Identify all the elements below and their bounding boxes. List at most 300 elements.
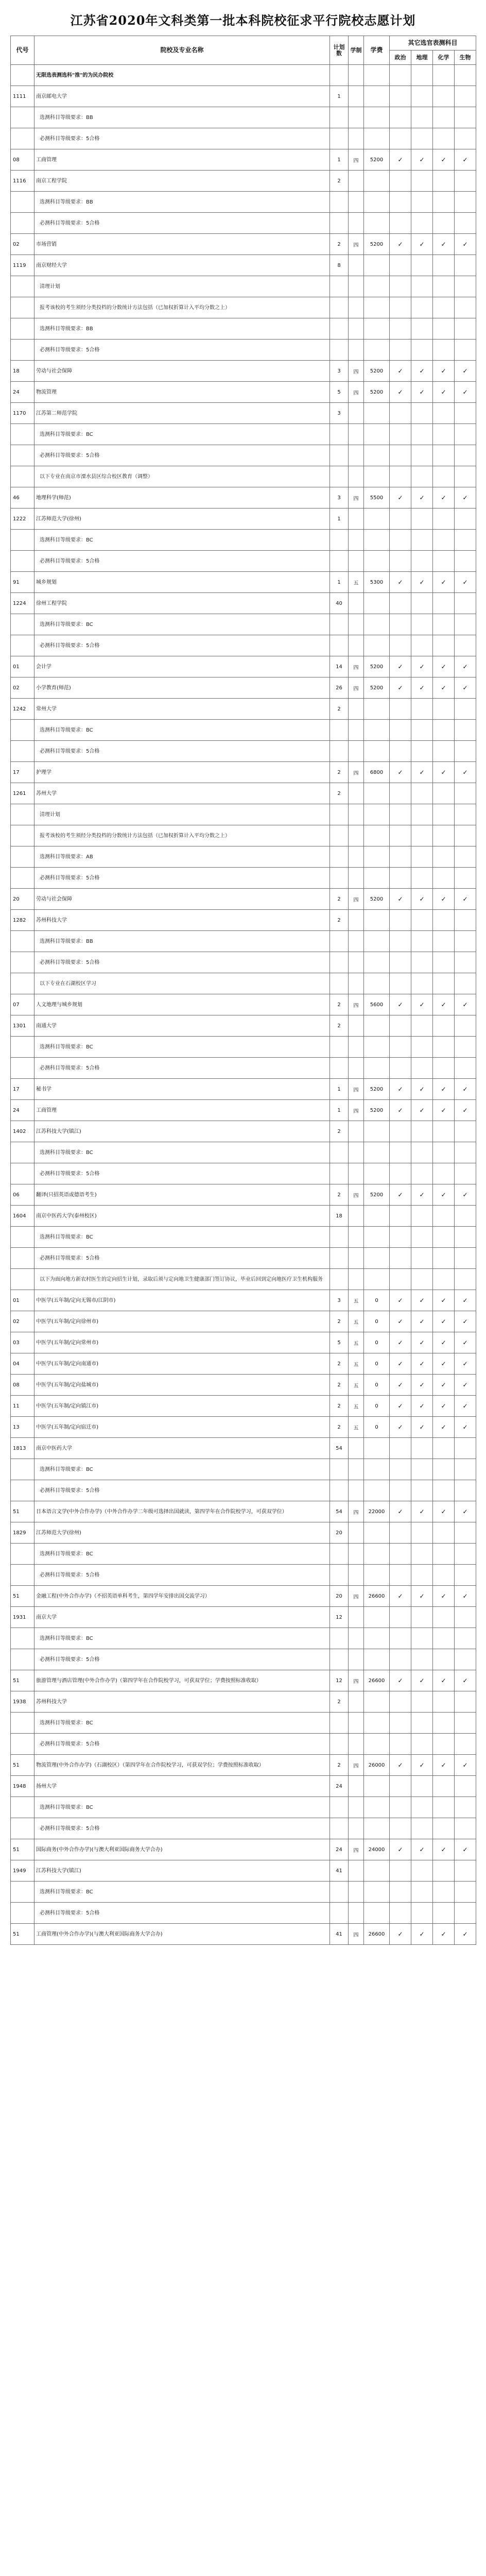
cell-fee: 5200: [364, 889, 390, 910]
cell-years: 四: [349, 1755, 364, 1776]
cell-subject-check: [390, 1142, 411, 1163]
cell-subject-check: ✓: [411, 994, 433, 1015]
cell-code: [11, 868, 34, 889]
cell-fee: [364, 551, 390, 572]
cell-name: 中医学(五年制/定向常州市): [34, 1332, 330, 1353]
header-fee: 学费: [364, 36, 390, 65]
cell-subject-check: [390, 128, 411, 149]
cell-fee: [364, 910, 390, 931]
cell-years: [349, 1121, 364, 1142]
cell-subject-check: [433, 509, 455, 530]
cell-plan: 2: [330, 1184, 349, 1206]
cell-subject-check: [390, 297, 411, 318]
cell-subject-check: ✓: [411, 1670, 433, 1691]
table-row-note: [11, 1565, 476, 1586]
cell-subject-check: [455, 1459, 476, 1480]
cell-code: 03: [11, 1332, 34, 1353]
table-row-major: [11, 762, 476, 783]
table-row-major: [11, 1839, 476, 1860]
cell-subject-check: [411, 1142, 433, 1163]
cell-subject-check: [455, 1882, 476, 1903]
cell-fee: [364, 973, 390, 994]
cell-code: [11, 1227, 34, 1248]
cell-name: 江苏科技大学(镇江): [34, 1860, 330, 1882]
cell-plan: 3: [330, 1290, 349, 1311]
cell-years: [349, 128, 364, 149]
cell-subject-check: [433, 1860, 455, 1882]
cell-subject-check: [455, 297, 476, 318]
cell-name: 选测科目等级要求：BC: [34, 424, 330, 445]
cell-code: 1119: [11, 255, 34, 276]
cell-subject-check: ✓: [433, 889, 455, 910]
cell-subject-check: ✓: [433, 487, 455, 509]
cell-subject-check: ✓: [433, 1375, 455, 1396]
cell-plan: 1: [330, 149, 349, 171]
cell-subject-check: ✓: [433, 1755, 455, 1776]
cell-code: [11, 1480, 34, 1501]
cell-code: 24: [11, 1100, 34, 1121]
cell-subject-check: ✓: [455, 382, 476, 403]
cell-name: 人文地理与城乡规划: [34, 994, 330, 1015]
cell-fee: 5200: [364, 656, 390, 677]
cell-fee: 5200: [364, 1184, 390, 1206]
cell-subject-check: [411, 171, 433, 192]
cell-subject-check: [433, 1480, 455, 1501]
cell-fee: [364, 1459, 390, 1480]
cell-fee: [364, 255, 390, 276]
cell-subject-check: [411, 107, 433, 128]
cell-plan: [330, 1628, 349, 1649]
table-row-college: [11, 1776, 476, 1797]
cell-years: [349, 1860, 364, 1882]
table-row-note: [11, 1037, 476, 1058]
cell-subject-check: [411, 868, 433, 889]
cell-years: 四: [349, 1184, 364, 1206]
cell-subject-check: [411, 551, 433, 572]
cell-years: [349, 551, 364, 572]
cell-subject-check: [411, 741, 433, 762]
cell-code: 04: [11, 1353, 34, 1375]
cell-subject-check: ✓: [390, 1311, 411, 1332]
cell-subject-check: [411, 445, 433, 466]
cell-years: [349, 1565, 364, 1586]
cell-subject-check: ✓: [455, 1100, 476, 1121]
cell-subject-check: [390, 783, 411, 804]
cell-code: 51: [11, 1586, 34, 1607]
cell-years: [349, 1544, 364, 1565]
cell-plan: 2: [330, 889, 349, 910]
cell-subject-check: [455, 593, 476, 614]
cell-subject-check: ✓: [411, 1311, 433, 1332]
cell-plan: 2: [330, 1353, 349, 1375]
cell-name: 物流管理(中外合作办学)（石湖校区）（第四学年在合作院校学习，可获双学位；学费按照标准收取）: [34, 1755, 330, 1776]
table-row-note: [11, 1628, 476, 1649]
cell-name: 苏州科技大学: [34, 910, 330, 931]
cell-fee: 5600: [364, 994, 390, 1015]
cell-plan: [330, 868, 349, 889]
cell-subject-check: ✓: [433, 1100, 455, 1121]
cell-name: 必测科目等级要求：5合格: [34, 1058, 330, 1079]
cell-subject-check: [390, 1248, 411, 1269]
cell-plan: 40: [330, 593, 349, 614]
cell-subject-check: [390, 614, 411, 635]
table-row-major: [11, 1375, 476, 1396]
table-row-major: [11, 1755, 476, 1776]
cell-name: 选测科目等级要求：BC: [34, 1797, 330, 1818]
cell-subject-check: [433, 1544, 455, 1565]
cell-subject-check: [411, 1649, 433, 1670]
cell-name: 必测科目等级要求：5合格: [34, 741, 330, 762]
cell-code: 17: [11, 1079, 34, 1100]
cell-code: 18: [11, 361, 34, 382]
cell-subject-check: [455, 255, 476, 276]
cell-subject-check: [433, 318, 455, 340]
cell-fee: [364, 1248, 390, 1269]
cell-code: [11, 804, 34, 825]
cell-subject-check: ✓: [433, 1417, 455, 1438]
cell-subject-check: [455, 213, 476, 234]
cell-name: 劳动与社会保障: [34, 889, 330, 910]
cell-years: [349, 318, 364, 340]
cell-code: [11, 530, 34, 551]
cell-plan: 26: [330, 677, 349, 699]
cell-plan: [330, 128, 349, 149]
cell-subject-check: [411, 530, 433, 551]
table-row-note: [11, 825, 476, 846]
cell-fee: [364, 65, 390, 86]
cell-subject-check: [390, 1015, 411, 1037]
cell-subject-check: [390, 1713, 411, 1734]
cell-subject-check: [455, 424, 476, 445]
table-row-major: [11, 1586, 476, 1607]
cell-subject-check: ✓: [390, 1586, 411, 1607]
cell-years: 四: [349, 382, 364, 403]
cell-subject-check: ✓: [390, 1332, 411, 1353]
cell-years: 五: [349, 1290, 364, 1311]
cell-years: 五: [349, 1396, 364, 1417]
cell-subject-check: ✓: [455, 1290, 476, 1311]
cell-years: [349, 1015, 364, 1037]
cell-subject-check: [455, 509, 476, 530]
cell-subject-check: [455, 825, 476, 846]
cell-subject-check: [390, 1882, 411, 1903]
cell-plan: 2: [330, 1396, 349, 1417]
cell-subject-check: [455, 1544, 476, 1565]
cell-subject-check: [455, 530, 476, 551]
cell-subject-check: [411, 699, 433, 720]
cell-subject-check: [390, 720, 411, 741]
cell-plan: [330, 65, 349, 86]
cell-fee: 0: [364, 1417, 390, 1438]
cell-fee: 6800: [364, 762, 390, 783]
cell-fee: [364, 1544, 390, 1565]
cell-plan: [330, 107, 349, 128]
header-name: 院校及专业名称: [34, 36, 330, 65]
cell-subject-check: [390, 910, 411, 931]
cell-subject-check: [411, 1480, 433, 1501]
table-row-note: [11, 868, 476, 889]
cell-fee: [364, 1227, 390, 1248]
cell-subject-check: ✓: [390, 487, 411, 509]
cell-years: [349, 1649, 364, 1670]
table-row-college: [11, 1015, 476, 1037]
cell-subject-check: [455, 1037, 476, 1058]
cell-years: [349, 1818, 364, 1839]
cell-plan: [330, 1565, 349, 1586]
cell-name: 地理科学(师范): [34, 487, 330, 509]
cell-plan: 3: [330, 403, 349, 424]
cell-code: [11, 297, 34, 318]
cell-subject-check: [433, 804, 455, 825]
cell-subject-check: [411, 403, 433, 424]
cell-code: 1111: [11, 86, 34, 107]
table-row-college: [11, 1206, 476, 1227]
cell-plan: [330, 741, 349, 762]
cell-years: [349, 1227, 364, 1248]
cell-years: [349, 530, 364, 551]
cell-subject-check: [390, 1691, 411, 1713]
cell-plan: 8: [330, 255, 349, 276]
cell-name: 选测科目等级要求：BC: [34, 1459, 330, 1480]
cell-years: [349, 297, 364, 318]
cell-plan: 24: [330, 1839, 349, 1860]
cell-subject-check: [411, 1860, 433, 1882]
cell-subject-check: [411, 466, 433, 487]
cell-name: 中医学(五年制/定向徐州市): [34, 1311, 330, 1332]
cell-subject-check: [433, 1058, 455, 1079]
table-row-note: [11, 1882, 476, 1903]
cell-plan: [330, 1903, 349, 1924]
cell-code: 1402: [11, 1121, 34, 1142]
cell-name: 必测科目等级要求：5合格: [34, 128, 330, 149]
cell-years: [349, 741, 364, 762]
cell-subject-check: [455, 128, 476, 149]
cell-subject-check: ✓: [433, 677, 455, 699]
cell-subject-check: [433, 1206, 455, 1227]
table-row-major: [11, 487, 476, 509]
cell-years: 四: [349, 994, 364, 1015]
cell-subject-check: [411, 720, 433, 741]
cell-code: [11, 424, 34, 445]
cell-name: 必测科目等级要求：5合格: [34, 1480, 330, 1501]
cell-subject-check: [411, 825, 433, 846]
cell-name: 徐州工程学院: [34, 593, 330, 614]
cell-subject-check: [455, 1713, 476, 1734]
cell-fee: [364, 783, 390, 804]
cell-subject-check: ✓: [411, 1586, 433, 1607]
cell-fee: [364, 1269, 390, 1290]
cell-fee: [364, 297, 390, 318]
cell-subject-check: ✓: [390, 1396, 411, 1417]
cell-plan: [330, 1248, 349, 1269]
cell-subject-check: [433, 1269, 455, 1290]
cell-subject-check: [390, 1818, 411, 1839]
cell-subject-check: [455, 699, 476, 720]
table-row-note: [11, 931, 476, 952]
table-row-note: [11, 530, 476, 551]
cell-code: [11, 213, 34, 234]
cell-subject-check: [433, 699, 455, 720]
cell-subject-check: [455, 445, 476, 466]
cell-subject-check: ✓: [411, 1079, 433, 1100]
cell-subject-check: ✓: [390, 656, 411, 677]
cell-years: 五: [349, 1417, 364, 1438]
cell-code: 01: [11, 1290, 34, 1311]
cell-code: [11, 931, 34, 952]
header-other-group: 其它选官表测科目: [390, 36, 476, 50]
cell-subject-check: [433, 466, 455, 487]
cell-name: 南通大学: [34, 1015, 330, 1037]
cell-subject-check: [390, 1544, 411, 1565]
cell-plan: [330, 1797, 349, 1818]
cell-name: 江苏科技大学(镇江): [34, 1121, 330, 1142]
cell-years: [349, 86, 364, 107]
cell-code: 46: [11, 487, 34, 509]
cell-subject-check: ✓: [390, 677, 411, 699]
cell-subject-check: ✓: [411, 1924, 433, 1945]
cell-subject-check: [433, 1522, 455, 1544]
cell-subject-check: ✓: [455, 1839, 476, 1860]
cell-subject-check: [411, 1776, 433, 1797]
cell-code: [11, 952, 34, 973]
cell-fee: [364, 1438, 390, 1459]
cell-code: [11, 65, 34, 86]
cell-code: 51: [11, 1924, 34, 1945]
cell-years: [349, 1206, 364, 1227]
cell-subject-check: ✓: [411, 677, 433, 699]
cell-fee: 5200: [364, 234, 390, 255]
cell-fee: [364, 509, 390, 530]
cell-subject-check: [455, 720, 476, 741]
cell-name: 选测科目等级要求：AB: [34, 846, 330, 868]
cell-code: 51: [11, 1501, 34, 1522]
cell-subject-check: [455, 1015, 476, 1037]
cell-code: [11, 1818, 34, 1839]
cell-code: [11, 551, 34, 572]
cell-subject-check: ✓: [390, 1290, 411, 1311]
cell-fee: 0: [364, 1290, 390, 1311]
cell-subject-check: [411, 635, 433, 656]
cell-name: 选测科目等级要求：BC: [34, 1227, 330, 1248]
cell-plan: [330, 1227, 349, 1248]
cell-years: [349, 699, 364, 720]
cell-plan: 2: [330, 1015, 349, 1037]
cell-subject-check: ✓: [455, 1079, 476, 1100]
cell-fee: [364, 1565, 390, 1586]
cell-code: [11, 1269, 34, 1290]
cell-code: 06: [11, 1184, 34, 1206]
cell-subject-check: [433, 276, 455, 297]
table-row-note: [11, 1248, 476, 1269]
cell-fee: [364, 1206, 390, 1227]
cell-years: 四: [349, 677, 364, 699]
cell-subject-check: [433, 1565, 455, 1586]
cell-name: 南京中医药大学: [34, 1438, 330, 1459]
cell-name: 物流管理: [34, 382, 330, 403]
cell-subject-check: ✓: [455, 1332, 476, 1353]
cell-name: 选测科目等级要求：BC: [34, 1628, 330, 1649]
cell-subject-check: ✓: [433, 1332, 455, 1353]
cell-code: 11: [11, 1396, 34, 1417]
table-header: [11, 36, 476, 65]
cell-subject-check: ✓: [390, 1100, 411, 1121]
cell-years: [349, 614, 364, 635]
cell-fee: 26600: [364, 1924, 390, 1945]
cell-subject-check: [455, 466, 476, 487]
cell-fee: 26600: [364, 1670, 390, 1691]
cell-subject-check: [411, 1121, 433, 1142]
table-row-major: [11, 1353, 476, 1375]
cell-subject-check: [390, 1480, 411, 1501]
cell-code: 02: [11, 1311, 34, 1332]
cell-name: 选测科目等级要求：BB: [34, 318, 330, 340]
cell-plan: 1: [330, 1100, 349, 1121]
cell-years: [349, 1607, 364, 1628]
cell-name: 必测科目等级要求：5合格: [34, 1734, 330, 1755]
cell-fee: [364, 952, 390, 973]
cell-fee: [364, 699, 390, 720]
table-row-college: [11, 699, 476, 720]
cell-years: 五: [349, 1353, 364, 1375]
cell-subject-check: [390, 825, 411, 846]
cell-plan: [330, 1142, 349, 1163]
cell-name: 必测科目等级要求：5合格: [34, 1565, 330, 1586]
cell-code: [11, 1544, 34, 1565]
table-row-note: [11, 635, 476, 656]
cell-code: 08: [11, 1375, 34, 1396]
cell-subject-check: [433, 1227, 455, 1248]
cell-plan: [330, 635, 349, 656]
cell-name: 必测科目等级要求：5合格: [34, 1903, 330, 1924]
cell-subject-check: ✓: [390, 1184, 411, 1206]
cell-subject-check: [455, 86, 476, 107]
cell-years: [349, 1248, 364, 1269]
cell-plan: [330, 1882, 349, 1903]
cell-subject-check: [433, 1248, 455, 1269]
cell-plan: 12: [330, 1607, 349, 1628]
cell-subject-check: [433, 551, 455, 572]
cell-code: [11, 318, 34, 340]
cell-code: [11, 973, 34, 994]
table-row-major: [11, 1501, 476, 1522]
cell-subject-check: ✓: [390, 762, 411, 783]
cell-subject-check: [411, 593, 433, 614]
cell-subject-check: [411, 1691, 433, 1713]
cell-subject-check: [455, 635, 476, 656]
cell-subject-check: [411, 1269, 433, 1290]
cell-subject-check: ✓: [390, 1670, 411, 1691]
cell-years: [349, 973, 364, 994]
cell-code: 1116: [11, 171, 34, 192]
cell-years: [349, 1142, 364, 1163]
cell-years: [349, 1628, 364, 1649]
cell-plan: [330, 1544, 349, 1565]
cell-subject-check: [455, 741, 476, 762]
cell-code: 1261: [11, 783, 34, 804]
table-row-major: [11, 1079, 476, 1100]
cell-years: 四: [349, 889, 364, 910]
cell-fee: 26600: [364, 1586, 390, 1607]
cell-subject-check: [390, 1206, 411, 1227]
cell-subject-check: ✓: [455, 677, 476, 699]
cell-name: 工商管理: [34, 149, 330, 171]
cell-code: [11, 1734, 34, 1755]
cell-code: [11, 1037, 34, 1058]
cell-subject-check: [411, 1058, 433, 1079]
cell-years: 四: [349, 1100, 364, 1121]
cell-years: 四: [349, 1924, 364, 1945]
cell-fee: 26000: [364, 1755, 390, 1776]
